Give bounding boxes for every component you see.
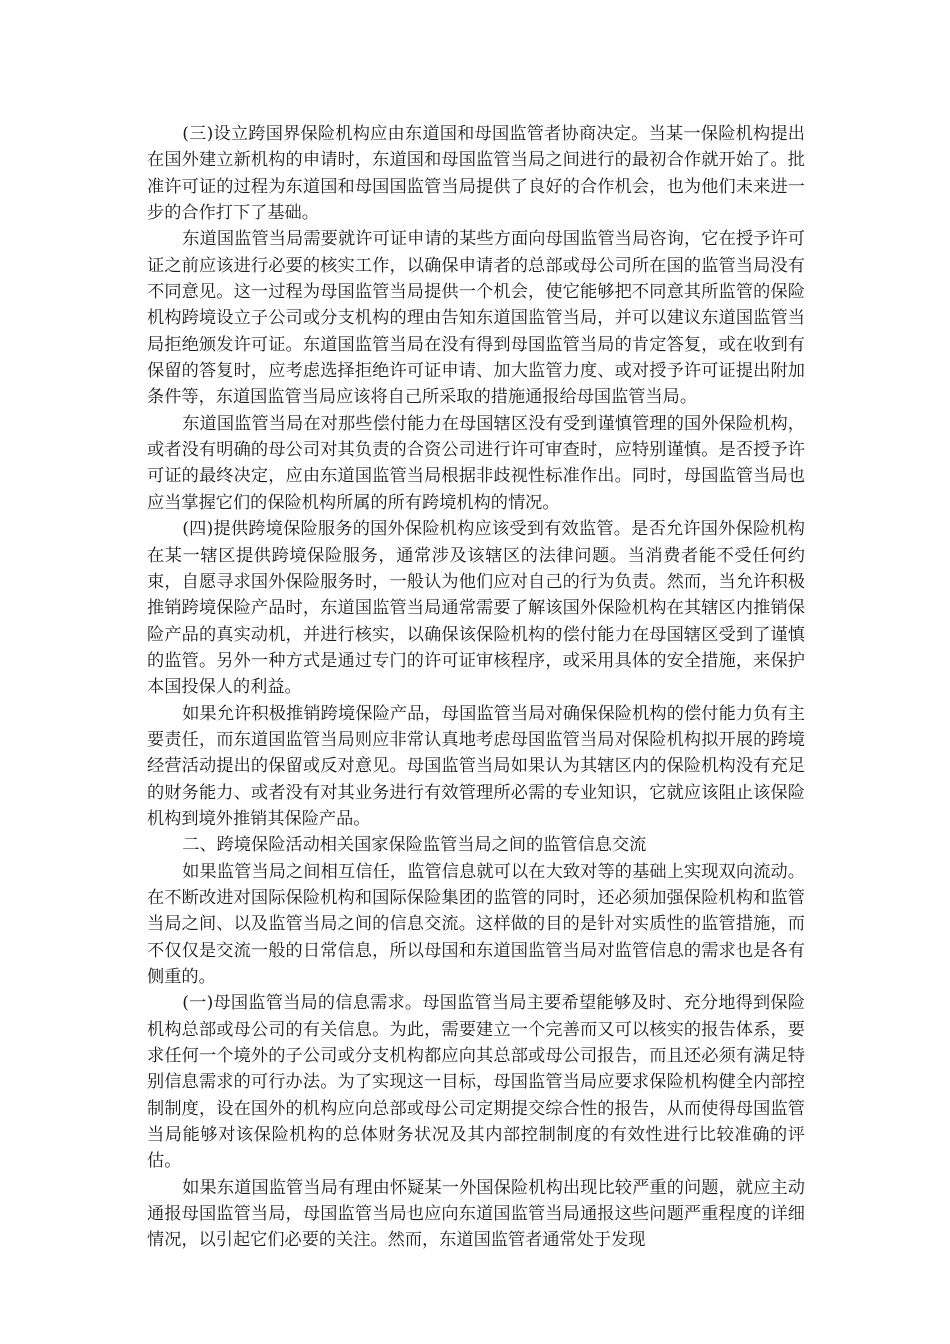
paragraph-cross-border-establishment: (三)设立跨国界保险机构应由东道国和母国监管者协商决定。当某一保险机构提出在国外建立新机构的申请时，东道国和母国监管当局之间进行的最初合作就开始了。批准许可证的过程为东道国和母国国监管当局提供了良好的合作机会，也为他们未来进一步的合作打下了基础。 [147, 124, 805, 224]
paragraph-host-notification: 如果东道国监管当局有理由怀疑某一外国保险机构出现比较严重的问题，就应主动通报母国监管当局，母国监管当局也应向东道国监管当局通报这些问题严重程度的详细情况，以引起它们必要的关注。然而，东道国监管者通常处于发现 [147, 1177, 805, 1251]
paragraph-mutual-trust: 如果监管当局之间相互信任，监管信息就可以在大致对等的基础上实现双向流动。在不断改进对国际保险机构和国际保险集团的监管的同时，还必须加强保险机构和监管当局之间、以及监管当局之间的信息交流。这样做的目的是针对实质性的监管措施，而不仅仅是交流一般的日常信息，所以母国和东道国监管当局对监管信息的需求也是各有侧重的。 [147, 861, 805, 987]
paragraph-cross-border-services: (四)提供跨境保险服务的国外保险机构应该受到有效监管。是否允许国外保险机构在某一辖区提供跨境保险服务，通常涉及该辖区的法律问题。当消费者能不受任何约束，自愿寻求国外保险服务时，一般认为他们应对自己的行为负责。然而，当允许积极推销跨境保险产品时，东道国监管当局通常需要了解该国外保险机构在其辖区内推销保险产品的真实动机，并进行核实，以确保该保险机构的偿付能力在母国辖区受到了谨慎的监管。另外一种方式是通过专门的许可证审核程序，或采用具体的安全措施，来保护本国投保人的利益。 [147, 519, 805, 698]
section-heading-information-exchange: 二、跨境保险活动相关国家保险监管当局之间的监管信息交流 [182, 835, 647, 856]
paragraph-host-consultation: 东道国监管当局需要就许可证申请的某些方面向母国监管当局咨询，它在授予许可证之前应该进行必要的核实工作，以确保申请者的总部或母公司所在国的监管当局没有不同意见。这一过程为母国监管当局提供一个机会，使它能够把不同意其所监管的保险机构跨境设立子公司或分支机构的理由告知东道国监管当局，并可以建议东道国监管当局拒绝颁发许可证。东道国监管当局在没有得到母国监管当局的肯定答复，或在收到有保留的答复时，应考虑选择拒绝许可证申请、加大监管力度、或对授予许可证提出附加条件等，东道国监管当局应该将自己所采取的措施通报给母国监管当局。 [147, 229, 805, 408]
paragraph-home-responsibility: 如果允许积极推销跨境保险产品，母国监管当局对确保保险机构的偿付能力负有主要责任，而东道国监管当局则应非常认真地考虑母国监管当局对保险机构拟开展的跨境经营活动提出的保留或反对意见。母国监管当局如果认为其辖区内的保险机构没有充足的财务能力、或者没有对其业务进行有效管理所必需的专业知识，它就应该阻止该保险机构到境外推销其保险产品。 [147, 703, 805, 829]
paragraph-host-caution: 东道国监管当局在对那些偿付能力在母国辖区没有受到谨慎管理的国外保险机构，或者没有明确的母公司对其负责的合资公司进行许可审查时，应特别谨慎。是否授予许可证的最终决定，应由东道国监管当局根据非歧视性标准作出。同时，母国监管当局也应当掌握它们的保险机构所属的所有跨境机构的情况。 [147, 413, 805, 513]
paragraph-home-information-needs: (一)母国监管当局的信息需求。母国监管当局主要希望能够及时、充分地得到保险机构总部或母公司的有关信息。为此，需要建立一个完善而又可以核实的报告体系，要求任何一个境外的子公司或分支机构都应向其总部或母公司报告，而且还必须有满足特别信息需求的可行办法。为了实现这一目标，母国监管当局应要求保险机构健全内部控制制度，设在国外的机构应向总部或母公司定期提交综合性的报告，从而使得母国监管当局能够对该保险机构的总体财务状况及其内部控制制度的有效性进行比较准确的评估。 [147, 993, 805, 1172]
document-body [147, 121, 805, 1254]
